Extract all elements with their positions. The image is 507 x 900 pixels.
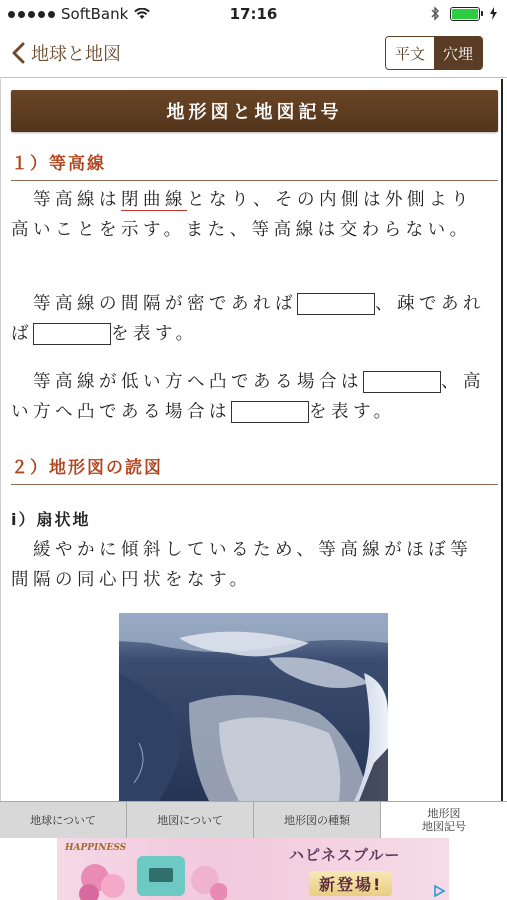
- navigation-bar: [0, 30, 507, 78]
- paragraph-convex: [11, 367, 491, 427]
- answer-blank-convex-high[interactable]: [231, 401, 309, 423]
- ad-creative[interactable]: [57, 838, 449, 900]
- answer-blank-dense[interactable]: [297, 293, 375, 315]
- text-segment: 、高い方へ凸である場合は: [11, 372, 485, 422]
- text-segment: となり、その内側は外側より高いことを示す。また、等高線は交わらない。: [11, 190, 473, 240]
- carrier-name: SoftBank: [61, 5, 129, 23]
- ad-banner[interactable]: [0, 838, 507, 900]
- status-right: [431, 6, 497, 21]
- page-title: 地形図と地図記号: [11, 90, 498, 132]
- sub-heading-alluvial-fan: ⅰ）扇状地: [11, 510, 91, 529]
- adchoices-icon[interactable]: [432, 884, 446, 898]
- text-segment: 、疎であれば: [11, 294, 485, 344]
- paragraph-interval: [11, 289, 491, 349]
- bottom-tab-bar: [0, 801, 507, 838]
- text-segment: を表す。: [309, 402, 396, 422]
- alluvial-fan-aerial-photo: [119, 613, 388, 801]
- ad-product-image: [77, 846, 227, 900]
- chevron-left-icon: [12, 42, 25, 64]
- answer-blank-sparse[interactable]: [33, 323, 111, 345]
- tab-map-symbols[interactable]: 地形図 地図記号: [381, 802, 507, 838]
- answer-blank-convex-low[interactable]: [363, 371, 441, 393]
- tab-about-earth[interactable]: 地球について: [0, 802, 127, 838]
- mode-segmented-control: [385, 36, 483, 70]
- ad-subheadline: 新登場!: [309, 871, 392, 896]
- back-button-label: 地球と地図: [31, 44, 121, 65]
- paragraph-closed-curve: [11, 185, 491, 245]
- segment-plain-text[interactable]: 平文: [386, 37, 434, 69]
- text-segment: 等高線の間隔が密であれば: [11, 294, 297, 314]
- section-heading-contour-lines: １）等高線: [11, 149, 498, 181]
- back-button[interactable]: [12, 40, 121, 66]
- ad-headline: ハピネスブルー: [289, 846, 401, 864]
- text-segment: 等高線が低い方へ凸である場合は: [11, 372, 363, 392]
- underlined-term: 閉曲線: [121, 190, 187, 210]
- paragraph-alluvial-fan: 緩やかに傾斜しているため、等高線がほぼ等間隔の同心円状をなす。: [11, 540, 473, 590]
- charging-icon: [490, 7, 497, 20]
- bluetooth-icon: [431, 6, 440, 21]
- battery-icon: [450, 7, 480, 21]
- tab-map-types[interactable]: 地形図の種類: [254, 802, 381, 838]
- ad-brand: HAPPINESS: [65, 843, 127, 853]
- section-heading-map-reading: ２）地形図の読図: [11, 453, 498, 485]
- tab-about-maps[interactable]: 地図について: [127, 802, 254, 838]
- text-segment: を表す。: [111, 324, 198, 344]
- status-bar: [0, 0, 507, 30]
- content-frame: [0, 79, 503, 801]
- segment-fill-in-blank[interactable]: 穴埋: [434, 37, 482, 69]
- text-segment: 等高線は: [11, 190, 121, 210]
- status-time: 17:16: [229, 5, 278, 23]
